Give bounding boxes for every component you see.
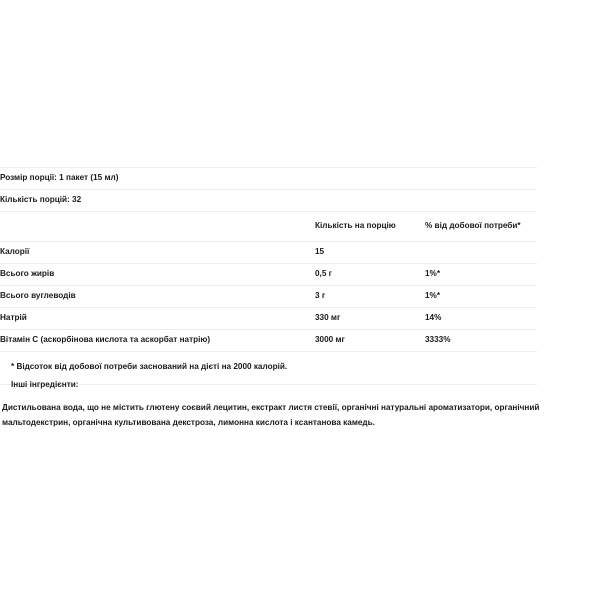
nutrient-daily-value — [425, 241, 537, 263]
table-row — [0, 307, 537, 329]
supplement-facts-panel — [0, 167, 600, 427]
nutrient-name: Вітамін С (аскорбінова кислота та аскорбат натрію) — [0, 329, 315, 351]
nutrient-name: Всього вуглеводів — [0, 285, 315, 307]
serving-size-row — [0, 168, 537, 190]
other-ingredients-label: Інші інгредієнти: — [11, 380, 79, 389]
servings-per-container-text: Кількість порцій: 32 — [0, 190, 537, 212]
nutrient-daily-value: 1%* — [425, 263, 537, 285]
nutrient-name: Калорії — [0, 241, 315, 263]
nutrient-daily-value: 3333% — [425, 329, 537, 351]
nutrient-daily-value: 14% — [425, 307, 537, 329]
column-header-row — [0, 212, 537, 242]
supplement-facts-table — [0, 167, 537, 385]
nutrient-amount: 330 мг — [315, 307, 425, 329]
table-row — [0, 285, 537, 307]
column-header-amount-per-serving: Кількість на порцію — [315, 212, 425, 242]
nutrient-amount: 15 — [315, 241, 425, 263]
daily-value-footnote: * Відсоток від добової потреби заснований на дієті на 2000 калорій. — [0, 351, 537, 384]
column-header-daily-value: % від добової потреби* — [425, 212, 537, 242]
nutrient-daily-value: 1%* — [425, 285, 537, 307]
nutrient-amount: 3 г — [315, 285, 425, 307]
nutrient-name: Натрій — [0, 307, 315, 329]
nutrient-name: Всього жирів — [0, 263, 315, 285]
table-row — [0, 263, 537, 285]
table-row — [0, 241, 537, 263]
footnote-row — [0, 351, 537, 384]
supplement-facts-body — [0, 168, 537, 385]
table-row — [0, 329, 537, 351]
serving-size-text: Розмір порції: 1 пакет (15 мл) — [0, 168, 537, 190]
servings-per-container-row — [0, 190, 537, 212]
nutrient-amount: 3000 мг — [315, 329, 425, 351]
nutrient-amount: 0,5 г — [315, 263, 425, 285]
other-ingredients-text: Дистильована вода, що не містить глютену соєвий лецитин, екстракт листя стевії, органічні натуральні ароматизатори, органічний мальтодекстрин, органічна культивована декстроза, лимонна кислота і ксантанова камедь. — [2, 403, 540, 427]
column-header-name — [0, 212, 315, 242]
